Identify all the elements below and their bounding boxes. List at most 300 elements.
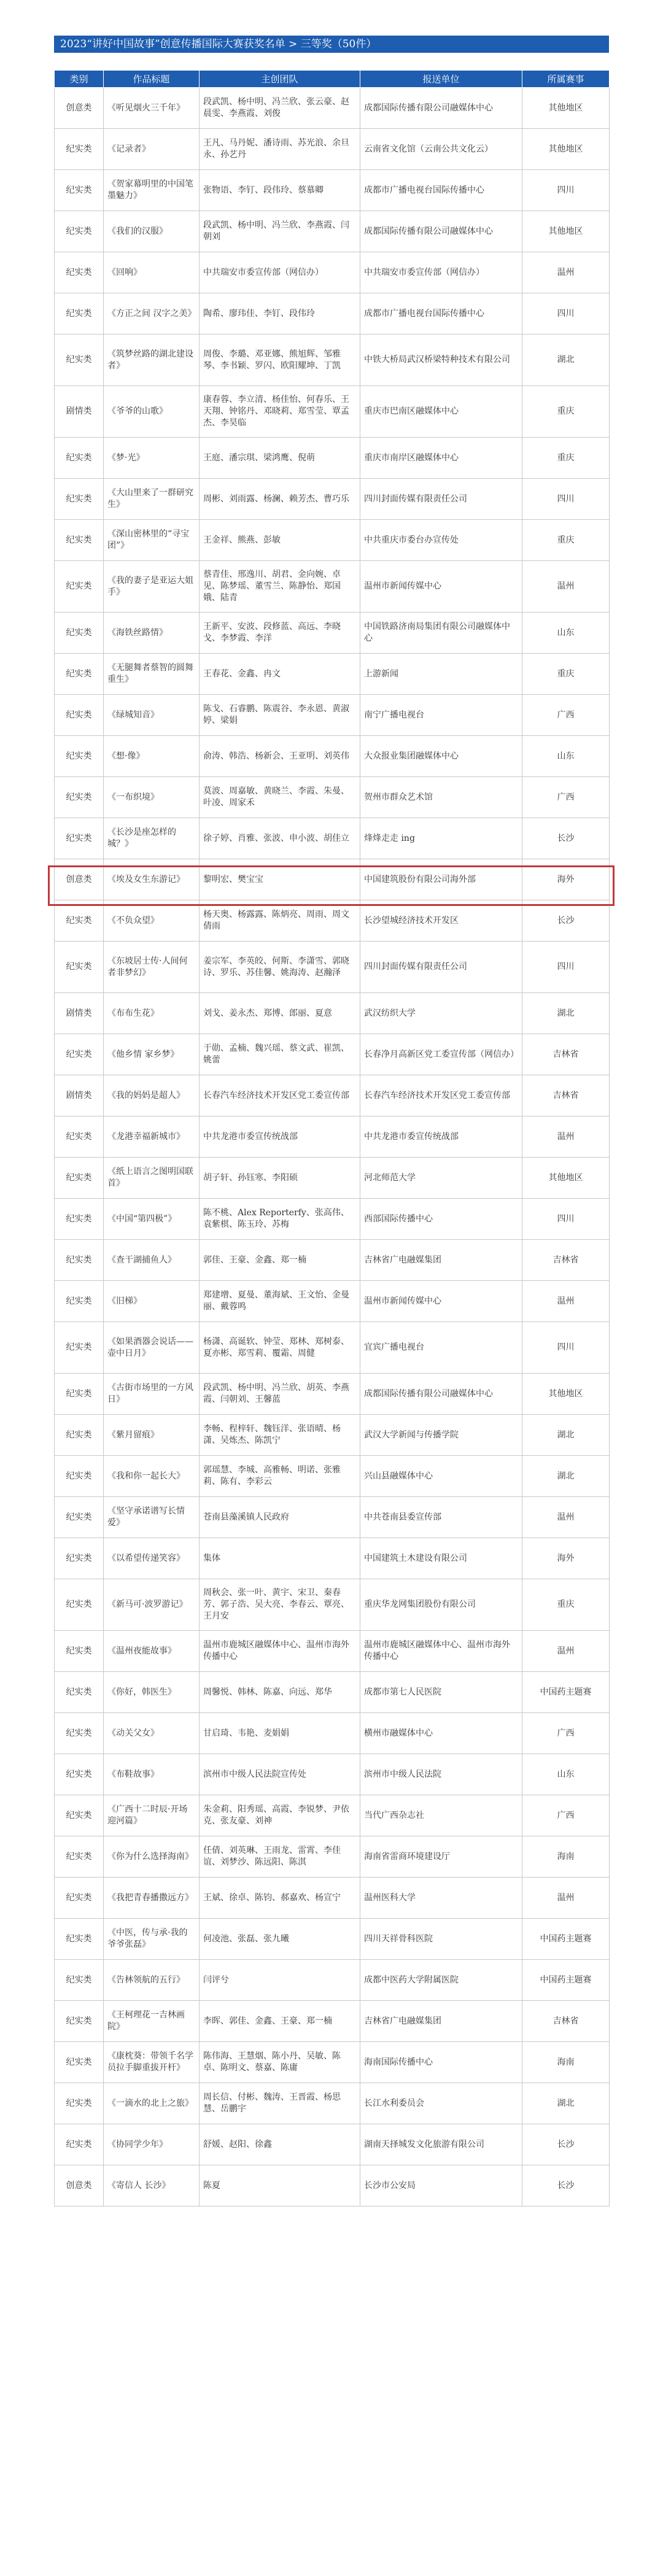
cell-region: 湖北 [522, 1415, 610, 1456]
cell-region: 温州 [522, 1631, 610, 1672]
cell-title: 《中国“第四极”》 [104, 1199, 200, 1240]
cell-category: 剧情类 [55, 1075, 104, 1116]
cell-category: 纪实类 [55, 613, 104, 654]
cell-region: 吉林省 [522, 1240, 610, 1281]
cell-region: 温州 [522, 1497, 610, 1538]
cell-category: 纪实类 [55, 1456, 104, 1497]
cell-region: 长沙 [522, 818, 610, 859]
cell-unit: 吉林省广电融媒集团 [360, 2001, 522, 2042]
cell-team: 陶希、廖玮佳、李钉、段伟玲 [200, 293, 360, 335]
cell-category: 纪实类 [55, 1631, 104, 1672]
cell-title: 《埃及女生东游记》 [104, 859, 200, 900]
cell-title: 《我和你一起长大》 [104, 1456, 200, 1497]
cell-unit: 成都市广播电视台国际传播中心 [360, 293, 522, 335]
table-row [55, 252, 610, 293]
table-row [55, 2124, 610, 2165]
cell-title: 《筑梦丝路的湖北建设者》 [104, 335, 200, 386]
cell-category: 纪实类 [55, 695, 104, 736]
cell-region: 四川 [522, 293, 610, 335]
table-row [55, 293, 610, 335]
cell-team: 郑建增、夏曼、董海斌、王文怡、金曼丽、戴蓉鸣 [200, 1281, 360, 1322]
cell-region: 湖北 [522, 993, 610, 1034]
cell-team: 陈不桃、Alex Reporterfy、张高伟、袁紫棋、陈玉玲、苏梅 [200, 1199, 360, 1240]
table-row [55, 695, 610, 736]
cell-category: 纪实类 [55, 1579, 104, 1631]
cell-team: 闫评兮 [200, 1960, 360, 2001]
table-row [55, 993, 610, 1034]
table-row [55, 2083, 610, 2124]
cell-unit: 吉林省广电融媒集团 [360, 1240, 522, 1281]
table-row [55, 386, 610, 438]
cell-region: 长沙 [522, 900, 610, 942]
cell-unit: 成都国际传播有限公司融媒体中心 [360, 1374, 522, 1415]
cell-unit: 温州医科大学 [360, 1878, 522, 1919]
cell-unit: 武汉大学新闻与传播学院 [360, 1415, 522, 1456]
table-row [55, 1374, 610, 1415]
cell-region: 湖北 [522, 335, 610, 386]
table-row [55, 1579, 610, 1631]
cell-team: 王春花、金鑫、冉文 [200, 654, 360, 695]
cell-unit: 重庆市南岸区融媒体中心 [360, 438, 522, 479]
cell-team: 集体 [200, 1538, 360, 1579]
cell-team: 胡子轩、孙钰寒、李阳硕 [200, 1158, 360, 1199]
cell-team: 王凡、马丹妮、潘诗雨、苏光浪、余旦永、孙艺丹 [200, 129, 360, 170]
table-row [55, 1322, 610, 1374]
cell-unit: 成都市第七人民医院 [360, 1672, 522, 1713]
cell-unit: 温州市新闻传媒中心 [360, 1281, 522, 1322]
cell-region: 温州 [522, 252, 610, 293]
cell-team: 滨州市中级人民法院宣传处 [200, 1754, 360, 1795]
cell-region: 四川 [522, 942, 610, 993]
cell-unit: 横州市融媒体中心 [360, 1713, 522, 1754]
cell-category: 纪实类 [55, 900, 104, 942]
cell-unit: 四川天祥骨科医院 [360, 1919, 522, 1960]
table-row [55, 1713, 610, 1754]
cell-region: 重庆 [522, 386, 610, 438]
cell-category: 创意类 [55, 88, 104, 129]
cell-region: 重庆 [522, 1579, 610, 1631]
cell-team: 周馨悦、韩林、陈嘉、向远、郑华 [200, 1672, 360, 1713]
cell-title: 《以希望传递笑容》 [104, 1538, 200, 1579]
cell-team: 陈伟海、王慧烟、陈小丹、吴敏、陈卓、陈明文、蔡嘉、陈庸 [200, 2042, 360, 2083]
cell-title: 《你好，韩医生》 [104, 1672, 200, 1713]
cell-team: 俞涛、韩浩、杨新会、王亚明、刘英伟 [200, 736, 360, 777]
table-row [55, 1960, 610, 2001]
cell-team: 中共瑞安市委宣传部（网信办） [200, 252, 360, 293]
table-row [55, 736, 610, 777]
cell-region: 广西 [522, 1713, 610, 1754]
cell-title: 《记录者》 [104, 129, 200, 170]
table-row [55, 2165, 610, 2207]
table-row [55, 88, 610, 129]
cell-team: 杨潇、高诞软、钟莹、郑林、郑树泰、夏亦彬、郑雪莉、覆霜、周健 [200, 1322, 360, 1374]
cell-team: 王金祥、熊燕、彭敏 [200, 520, 360, 561]
cell-category: 纪实类 [55, 1199, 104, 1240]
table-header-row [55, 71, 610, 88]
cell-title: 《一布织境》 [104, 777, 200, 818]
column-header-title: 作品标题 [104, 71, 200, 88]
column-header-team: 主创团队 [200, 71, 360, 88]
cell-title: 《布鞋故事》 [104, 1754, 200, 1795]
cell-category: 纪实类 [55, 335, 104, 386]
cell-title: 《协同学少年》 [104, 2124, 200, 2165]
cell-team: 陈戈、石睿鹏、陈震谷、李永恩、黄淑婷、梁娟 [200, 695, 360, 736]
cell-team: 舒媛、赵阳、徐鑫 [200, 2124, 360, 2165]
cell-team: 周长信、付彬、魏涛、王晋霞、杨思慧、岳鹏宇 [200, 2083, 360, 2124]
cell-unit: 中国铁路济南局集团有限公司融媒体中心 [360, 613, 522, 654]
table-row [55, 170, 610, 211]
table-row [55, 1836, 610, 1878]
cell-region: 温州 [522, 1116, 610, 1158]
cell-category: 纪实类 [55, 736, 104, 777]
cell-category: 纪实类 [55, 1754, 104, 1795]
cell-unit: 成都中医药大学附属医院 [360, 1960, 522, 2001]
table-row [55, 1415, 610, 1456]
cell-team: 陈夏 [200, 2165, 360, 2207]
cell-unit: 温州市鹿城区融媒体中心、温州市海外传播中心 [360, 1631, 522, 1672]
cell-region: 重庆 [522, 520, 610, 561]
cell-category: 纪实类 [55, 1878, 104, 1919]
table-row [55, 520, 610, 561]
cell-title: 《中医，传与承·我的爷爷张磊》 [104, 1919, 200, 1960]
cell-title: 《我把青春播撒远方》 [104, 1878, 200, 1919]
cell-title: 《深山密林里的“寻宝团”》 [104, 520, 200, 561]
table-row [55, 561, 610, 613]
cell-category: 剧情类 [55, 993, 104, 1034]
cell-title: 《广西十二时辰·开场迎河篇》 [104, 1795, 200, 1836]
cell-unit: 贺州市群众艺术馆 [360, 777, 522, 818]
column-header-unit: 报送单位 [360, 71, 522, 88]
table-row [55, 1631, 610, 1672]
cell-title: 《纸上语言之图明国联首》 [104, 1158, 200, 1199]
cell-title: 《告林领航的五行》 [104, 1960, 200, 2001]
cell-title: 《不负众望》 [104, 900, 200, 942]
cell-category: 纪实类 [55, 1836, 104, 1878]
table-row [55, 438, 610, 479]
column-header-category: 类别 [55, 71, 104, 88]
cell-unit: 长沙市公安局 [360, 2165, 522, 2207]
cell-title: 《一滴水的北上之旅》 [104, 2083, 200, 2124]
table-row [55, 818, 610, 859]
cell-team: 刘戈、姜永杰、郑博、郎丽、夏意 [200, 993, 360, 1034]
cell-category: 纪实类 [55, 1322, 104, 1374]
table-body [55, 88, 610, 2207]
cell-category: 纪实类 [55, 1034, 104, 1075]
table-row [55, 654, 610, 695]
cell-category: 纪实类 [55, 818, 104, 859]
cell-category: 剧情类 [55, 386, 104, 438]
table-row [55, 613, 610, 654]
cell-unit: 中共苍南县委宣传部 [360, 1497, 522, 1538]
table-row [55, 1456, 610, 1497]
cell-region: 湖北 [522, 2083, 610, 2124]
cell-title: 《动关父女》 [104, 1713, 200, 1754]
cell-category: 纪实类 [55, 1116, 104, 1158]
cell-region: 吉林省 [522, 1034, 610, 1075]
cell-unit: 温州市新闻传媒中心 [360, 561, 522, 613]
table-row [55, 1034, 610, 1075]
cell-team: 王庭、潘宗琪、梁鸿鹰、倪萌 [200, 438, 360, 479]
cell-region: 温州 [522, 1878, 610, 1919]
cell-team: 郭佳、王豪、金鑫、郑一楠 [200, 1240, 360, 1281]
cell-region: 其他地区 [522, 211, 610, 252]
table-row [55, 129, 610, 170]
cell-unit: 烽烽走走 ing [360, 818, 522, 859]
cell-title: 《大山里来了一群研究生》 [104, 479, 200, 520]
cell-category: 纪实类 [55, 1538, 104, 1579]
table-row [55, 1199, 610, 1240]
cell-category: 纪实类 [55, 1158, 104, 1199]
cell-region: 四川 [522, 1199, 610, 1240]
cell-region: 温州 [522, 1281, 610, 1322]
cell-title: 《东坡居士传·人间何者非梦幻》 [104, 942, 200, 993]
cell-category: 纪实类 [55, 1497, 104, 1538]
cell-unit: 大众报业集团融媒体中心 [360, 736, 522, 777]
cell-region: 其他地区 [522, 1374, 610, 1415]
cell-team: 温州市鹿城区融媒体中心、温州市海外传播中心 [200, 1631, 360, 1672]
cell-unit: 云南省文化馆（云南公共文化云） [360, 129, 522, 170]
cell-team: 李晖、郭佳、金鑫、王豪、郑一楠 [200, 2001, 360, 2042]
cell-category: 纪实类 [55, 1374, 104, 1415]
cell-category: 纪实类 [55, 293, 104, 335]
cell-team: 段武凯、杨中明、冯兰欣、李燕霞、闫朝刘 [200, 211, 360, 252]
cell-title: 《海铁丝路情》 [104, 613, 200, 654]
cell-team: 中共龙港市委宣传统战部 [200, 1116, 360, 1158]
cell-unit: 中铁大桥局武汉桥梁特种技术有限公司 [360, 335, 522, 386]
table-row [55, 335, 610, 386]
cell-category: 纪实类 [55, 1795, 104, 1836]
cell-region: 广西 [522, 695, 610, 736]
cell-unit: 长沙望城经济技术开发区 [360, 900, 522, 942]
cell-unit: 南宁广播电视台 [360, 695, 522, 736]
cell-team: 王新平、安波、段修蓝、高远、李晓戈、李梦霞、李洋 [200, 613, 360, 654]
cell-team: 张物语、李钉、段伟玲、蔡慕卿 [200, 170, 360, 211]
page-title: 2023“讲好中国故事”创意传播国际大赛获奖名单 > 三等奖（50件） [54, 36, 609, 53]
cell-region: 海外 [522, 859, 610, 900]
cell-category: 纪实类 [55, 654, 104, 695]
cell-unit: 中共龙港市委宣传统战部 [360, 1116, 522, 1158]
table-row [55, 777, 610, 818]
cell-region: 四川 [522, 479, 610, 520]
table-row [55, 479, 610, 520]
table-row [55, 1795, 610, 1836]
cell-title: 《他乡情 家乡梦》 [104, 1034, 200, 1075]
cell-unit: 河北师范大学 [360, 1158, 522, 1199]
table-row [55, 1116, 610, 1158]
cell-region: 山东 [522, 613, 610, 654]
cell-region: 重庆 [522, 654, 610, 695]
cell-unit: 重庆华龙网集团股份有限公司 [360, 1579, 522, 1631]
cell-region: 广西 [522, 777, 610, 818]
cell-title: 《紫月留痕》 [104, 1415, 200, 1456]
table-row [55, 1158, 610, 1199]
cell-title: 《查干湖捕鱼人》 [104, 1240, 200, 1281]
cell-title: 《爷爷的山歌》 [104, 386, 200, 438]
table-row [55, 1240, 610, 1281]
cell-title: 《古街市场里的一方风日》 [104, 1374, 200, 1415]
cell-unit: 成都国际传播有限公司融媒体中心 [360, 211, 522, 252]
table-row [55, 1878, 610, 1919]
cell-unit: 长江水利委员会 [360, 2083, 522, 2124]
table-row [55, 1754, 610, 1795]
cell-team: 黎明宏、樊宝宝 [200, 859, 360, 900]
cell-region: 中国药主题赛 [522, 1960, 610, 2001]
table-row [55, 1497, 610, 1538]
table-row [55, 1919, 610, 1960]
cell-region: 中国药主题赛 [522, 1919, 610, 1960]
cell-title: 《我的妈妈是超人》 [104, 1075, 200, 1116]
cell-title: 《听见烟火三千年》 [104, 88, 200, 129]
cell-category: 创意类 [55, 2165, 104, 2207]
cell-region: 广西 [522, 1795, 610, 1836]
column-header-region: 所属赛事 [522, 71, 610, 88]
table-row [55, 900, 610, 942]
cell-unit: 四川封面传媒有限责任公司 [360, 942, 522, 993]
table-row [55, 211, 610, 252]
cell-region: 温州 [522, 561, 610, 613]
cell-team: 杨天奥、杨露露、陈炳亮、周雨、周文倩雨 [200, 900, 360, 942]
cell-team: 李畅、程梓轩、魏钰洋、张语晴、杨潇、吴炼杰、陈凯宁 [200, 1415, 360, 1456]
cell-title: 《想·像》 [104, 736, 200, 777]
cell-team: 蔡青佳、邢逸川、胡君、金向婉、卓见、陈梦瑶、董雪兰、陈静怡、郑国娥、陆青 [200, 561, 360, 613]
cell-category: 纪实类 [55, 561, 104, 613]
cell-title: 《如果酒器会说话——壶中日月》 [104, 1322, 200, 1374]
cell-team: 周秋会、张一叶、黄宇、宋卫、秦春芳、郭子浩、吴大亮、李春云、覃亮、王月安 [200, 1579, 360, 1631]
cell-category: 创意类 [55, 859, 104, 900]
awards-table [54, 70, 610, 2207]
cell-team: 苍南县藻溪镇人民政府 [200, 1497, 360, 1538]
cell-region: 其他地区 [522, 1158, 610, 1199]
cell-team: 段武凯、杨中明、冯兰欣、张云豪、赵晨雯、李燕霞、刘俊 [200, 88, 360, 129]
cell-region: 吉林省 [522, 1075, 610, 1116]
cell-title: 《你为什么选择海南》 [104, 1836, 200, 1878]
cell-unit: 中国建筑土木建设有限公司 [360, 1538, 522, 1579]
cell-category: 纪实类 [55, 1919, 104, 1960]
cell-region: 四川 [522, 1322, 610, 1374]
cell-unit: 滨州市中级人民法院 [360, 1754, 522, 1795]
cell-category: 纪实类 [55, 1240, 104, 1281]
table-row [55, 1075, 610, 1116]
cell-team: 康春蓉、李立清、杨佳怡、何春乐、王天翔、钟铭丹、邓晓莉、郑雪莹、覃孟杰、李昊临 [200, 386, 360, 438]
cell-title: 《温州夜能故事》 [104, 1631, 200, 1672]
cell-category: 纪实类 [55, 170, 104, 211]
cell-team: 姜宗军、李英皎、何斯、李潇雪、郭晓诗、罗乐、苏佳馨、姚海涛、赵瀚泽 [200, 942, 360, 993]
table-row [55, 2042, 610, 2083]
cell-title: 《康枕葵：带领千名学员拉手脚重拔开杆》 [104, 2042, 200, 2083]
cell-category: 纪实类 [55, 1960, 104, 2001]
table-row [55, 1672, 610, 1713]
cell-category: 纪实类 [55, 211, 104, 252]
cell-unit: 长春汽车经济技术开发区党工委宣传部 [360, 1075, 522, 1116]
cell-unit: 湖南天择城发文化旅游有限公司 [360, 2124, 522, 2165]
cell-team: 徐子婷、肖雅、张波、申小波、胡佳立 [200, 818, 360, 859]
cell-region: 山东 [522, 1754, 610, 1795]
cell-title: 《寄信人 长沙》 [104, 2165, 200, 2207]
cell-unit: 武汉纺织大学 [360, 993, 522, 1034]
cell-category: 纪实类 [55, 252, 104, 293]
cell-title: 《旧梯》 [104, 1281, 200, 1322]
cell-region: 长沙 [522, 2124, 610, 2165]
cell-category: 纪实类 [55, 1415, 104, 1456]
cell-region: 山东 [522, 736, 610, 777]
cell-category: 纪实类 [55, 520, 104, 561]
cell-category: 纪实类 [55, 1672, 104, 1713]
cell-title: 《长沙是座怎样的城？》 [104, 818, 200, 859]
cell-unit: 西部国际传播中心 [360, 1199, 522, 1240]
cell-team: 周彬、刘雨露、杨澜、赖芳杰、曹巧乐 [200, 479, 360, 520]
cell-team: 郭瑶慧、李城、高雅畅、明诺、张雅莉、陈有、李彩云 [200, 1456, 360, 1497]
cell-title: 《无腿舞者蔡智的圆舞重生》 [104, 654, 200, 695]
cell-region: 其他地区 [522, 129, 610, 170]
cell-unit: 兴山县融媒体中心 [360, 1456, 522, 1497]
cell-title: 《布布生花》 [104, 993, 200, 1034]
cell-title: 《新马可·波罗游记》 [104, 1579, 200, 1631]
cell-category: 纪实类 [55, 2042, 104, 2083]
cell-category: 纪实类 [55, 479, 104, 520]
cell-unit: 海南省雷商环境建设厅 [360, 1836, 522, 1878]
cell-unit: 上游新闻 [360, 654, 522, 695]
cell-category: 纪实类 [55, 777, 104, 818]
cell-team: 段武凯、杨中明、冯兰欣、胡英、李燕霞、闫朝刘、王馨蓝 [200, 1374, 360, 1415]
table-row [55, 859, 610, 900]
cell-title: 《绿城知音》 [104, 695, 200, 736]
cell-region: 海南 [522, 2042, 610, 2083]
cell-unit: 四川封面传媒有限责任公司 [360, 479, 522, 520]
cell-title: 《王柯理花一吉林画院》 [104, 2001, 200, 2042]
cell-category: 纪实类 [55, 129, 104, 170]
cell-title: 《我们的汉服》 [104, 211, 200, 252]
cell-region: 海南 [522, 1836, 610, 1878]
table-row [55, 1281, 610, 1322]
cell-unit: 宜宾广播电视台 [360, 1322, 522, 1374]
table-row [55, 942, 610, 993]
cell-category: 纪实类 [55, 2083, 104, 2124]
cell-category: 纪实类 [55, 1713, 104, 1754]
cell-team: 长春汽车经济技术开发区党工委宣传部 [200, 1075, 360, 1116]
cell-region: 四川 [522, 170, 610, 211]
cell-unit: 成都市广播电视台国际传播中心 [360, 170, 522, 211]
cell-team: 于勋、孟楠、魏兴瑶、蔡文武、崔凯、姚蕾 [200, 1034, 360, 1075]
cell-unit: 中共瑞安市委宣传部（网信办） [360, 252, 522, 293]
cell-title: 《梦·光》 [104, 438, 200, 479]
cell-title: 《龙港幸福新城市》 [104, 1116, 200, 1158]
cell-category: 纪实类 [55, 2124, 104, 2165]
cell-category: 纪实类 [55, 438, 104, 479]
cell-title: 《我的妻子是亚运大姐手》 [104, 561, 200, 613]
cell-region: 其他地区 [522, 88, 610, 129]
cell-category: 纪实类 [55, 1281, 104, 1322]
cell-region: 吉林省 [522, 2001, 610, 2042]
table-row [55, 2001, 610, 2042]
cell-team: 何凌池、张磊、张九曦 [200, 1919, 360, 1960]
cell-region: 湖北 [522, 1456, 610, 1497]
cell-title: 《贺家幕明里的中国笔墨魅力》 [104, 170, 200, 211]
cell-title: 《坚守承诺谱写长情爱》 [104, 1497, 200, 1538]
cell-team: 周俊、李璐、邓亚娜、熊旭辉、邹雅琴、李书颖、罗闪、欧阳耀坤、丁凯 [200, 335, 360, 386]
cell-team: 莫波、周嘉敏、黄晓兰、李霞、朱曼、叶凌、周家禾 [200, 777, 360, 818]
cell-category: 纪实类 [55, 2001, 104, 2042]
cell-team: 朱金莉、阳秀瑶、高霞、李锐梦、尹依克、张友豪、刘神 [200, 1795, 360, 1836]
cell-unit: 成都国际传播有限公司融媒体中心 [360, 88, 522, 129]
cell-region: 长沙 [522, 2165, 610, 2207]
cell-category: 纪实类 [55, 942, 104, 993]
cell-title: 《回响》 [104, 252, 200, 293]
cell-unit: 海南国际传播中心 [360, 2042, 522, 2083]
cell-unit: 重庆市巴南区融媒体中心 [360, 386, 522, 438]
cell-team: 甘启琦、韦艳、麦娟娟 [200, 1713, 360, 1754]
cell-region: 重庆 [522, 438, 610, 479]
cell-region: 中国药主题赛 [522, 1672, 610, 1713]
